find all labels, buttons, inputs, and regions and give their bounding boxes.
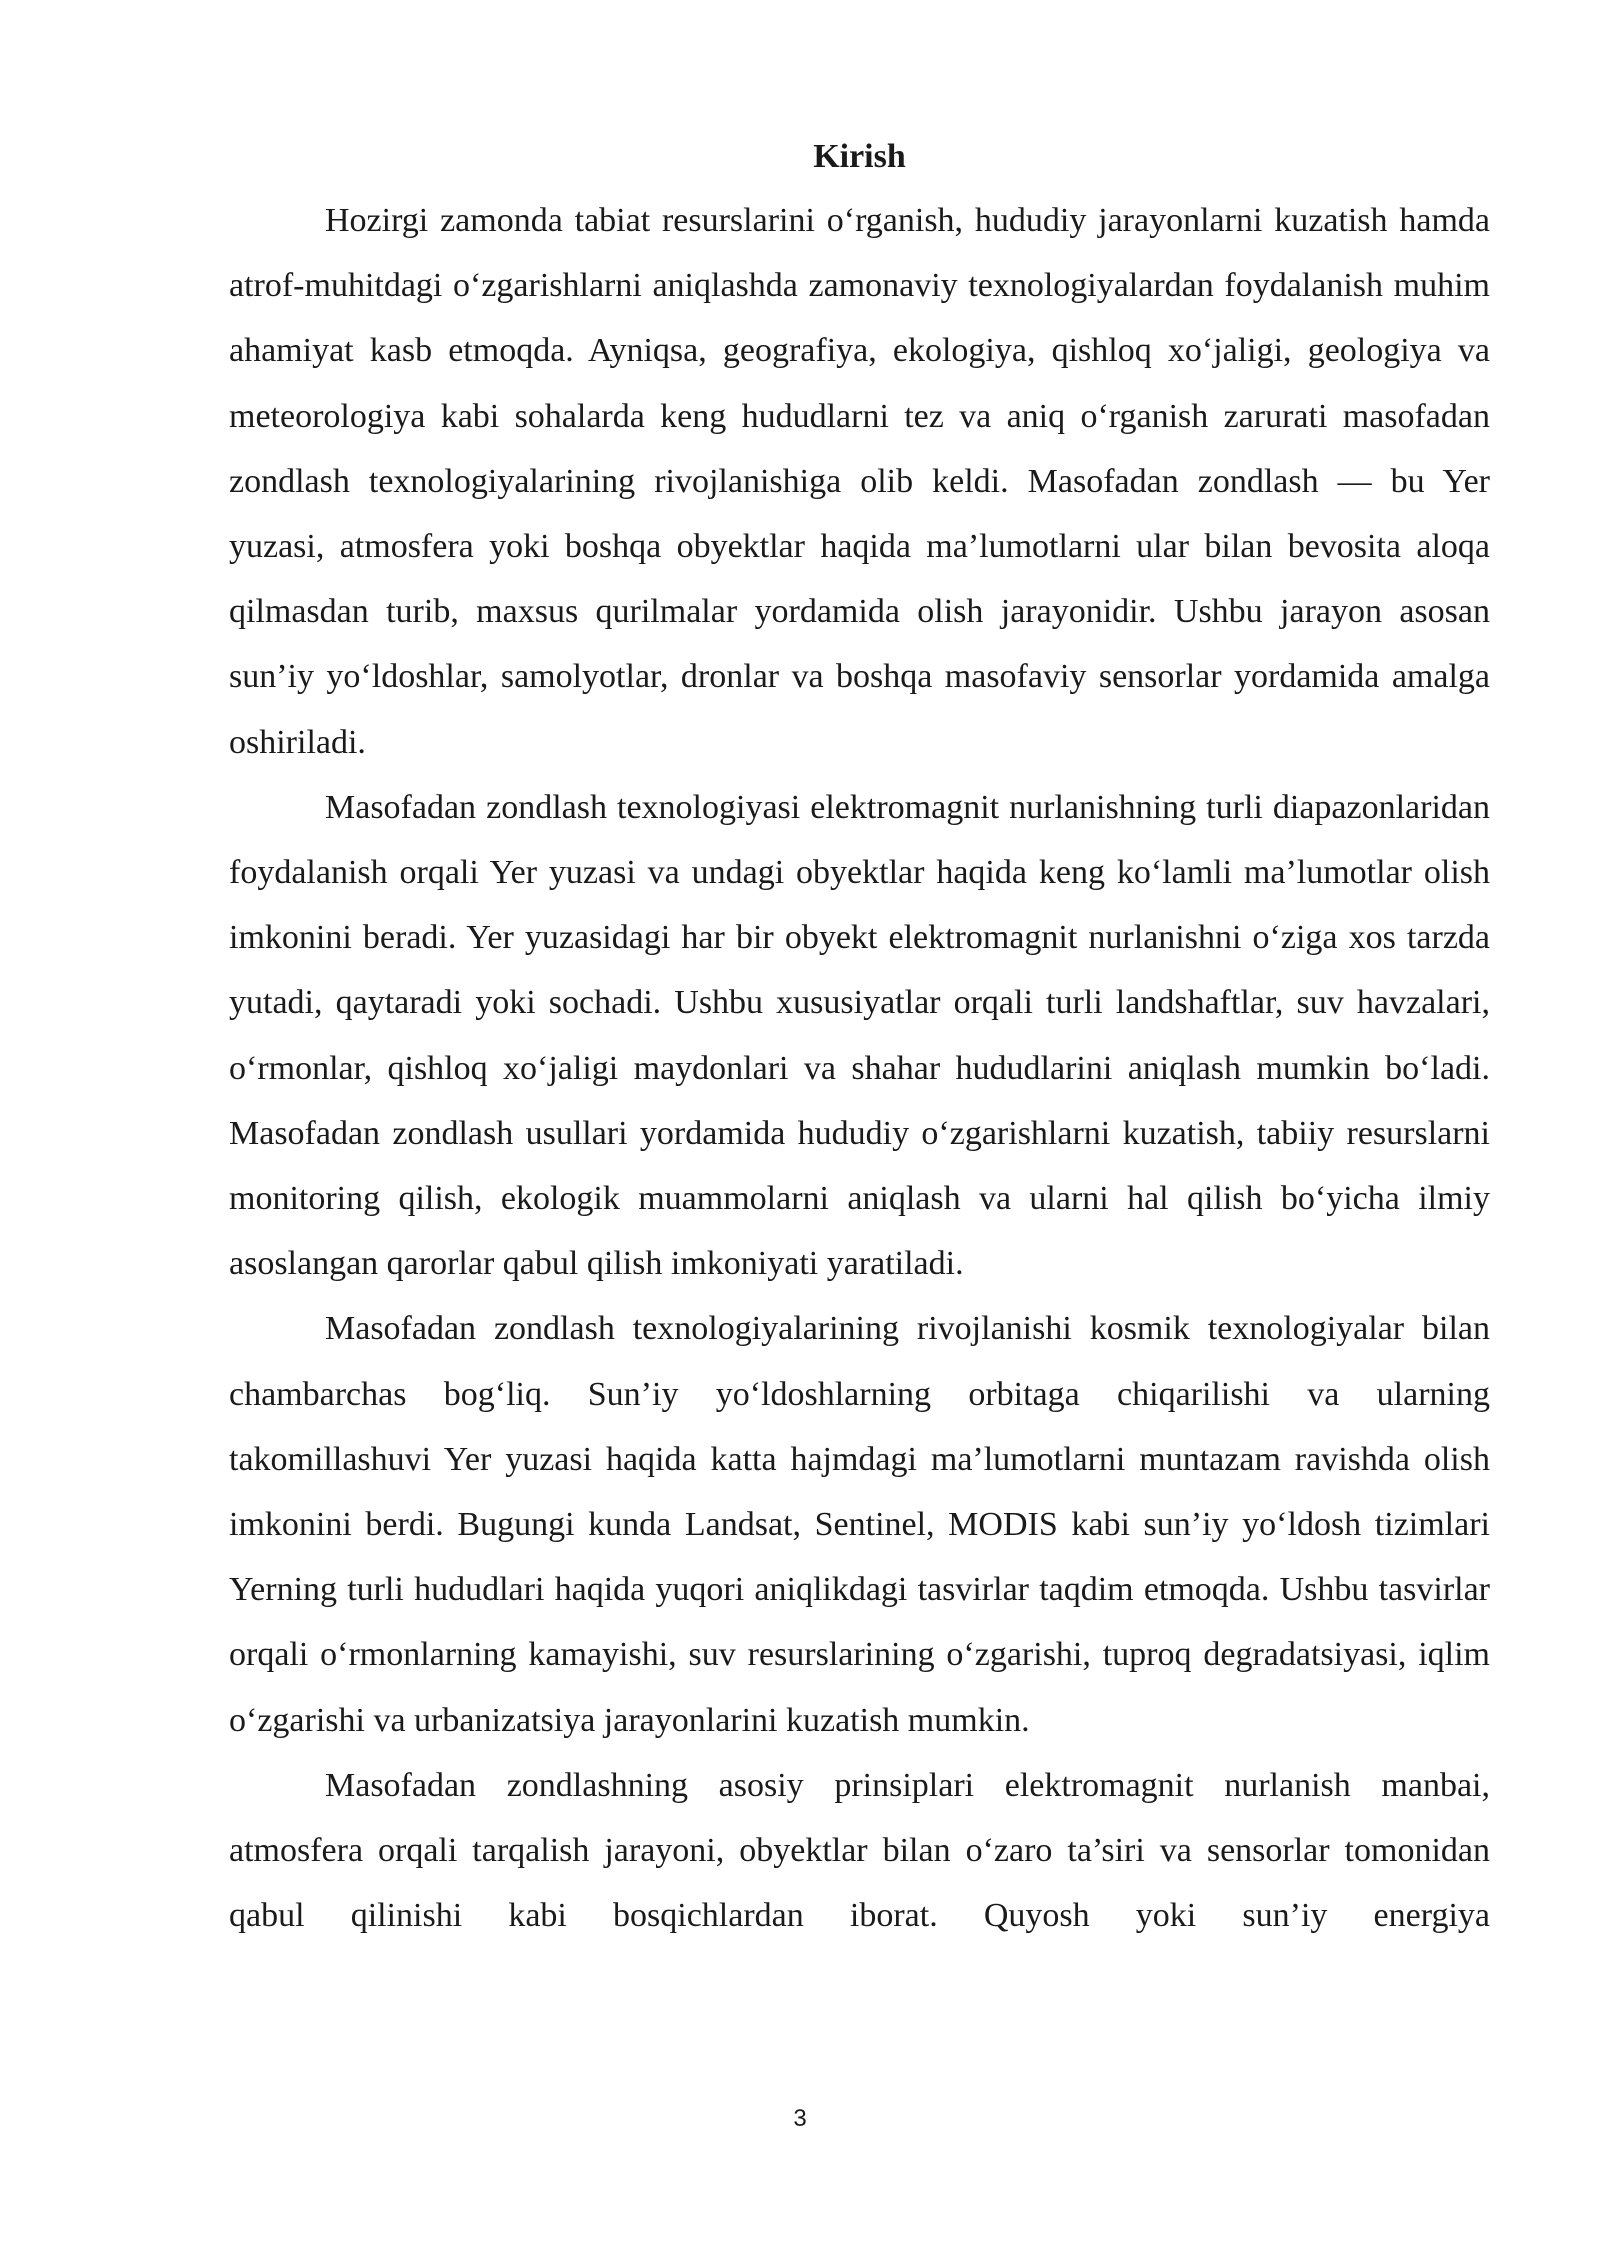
paragraph-3: Masofadan zondlash texnologiyalarining rivojlanishi kosmik texnologiyalar bilan chambarchas bog‘liq. Sun’iy yo‘ldoshlarning orbitaga chiqarilishi va ularning takomillashuvi Yer yuzasi haqida katta hajmdagi ma’lumotlarni muntazam ravishda olish imkonini berdi. Bugungi kunda Landsat, Sentinel, MODIS kabi sun’iy yo‘ldosh tizimlari Yerning turli hududlari haqida yuqori aniqlikdagi tasvirlar taqdim etmoqda. Ushbu tasvirlar orqali o‘rmonlarning kamayishi, suv resurslarining o‘zgarishi, tuproq degradatsiyasi, iqlim o‘zgarishi va urbanizatsiya jarayonlarini kuzatish mumkin.: [229, 1310, 1490, 1739]
paragraph-1: Hozirgi zamonda tabiat resurslarini o‘rganish, hududiy jarayonlarni kuzatish hamda atrof-muhitdagi o‘zgarishlarni aniqlashda zamonaviy texnologiyalardan foydalanish muhim ahamiyat kasb etmoqda. Ayniqsa, geografiya, ekologiya, qishloq xo‘jaligi, geologiya va meteorologiya kabi sohalarda keng hududlarni tez va aniq o‘rganish zarurati masofadan zondlash texnologiyalarining rivojlanishiga olib keldi. Masofadan zondlash — bu Yer yuzasi, atmosfera yoki boshqa obyektlar haqida ma’lumotlarni ular bilan bevosita aloqa qilmasdan turib, maxsus qurilmalar yordamida olish jarayonidir. Ushbu jarayon asosan sun’iy yo‘ldoshlar, samolyotlar, dronlar va boshqa masofaviy sensorlar yordamida amalga oshiriladi.: [229, 202, 1490, 761]
page-number: 3: [793, 2105, 807, 2132]
section-heading: Kirish: [813, 138, 906, 175]
page-content: [229, 126, 1490, 1948]
paragraph-2: Masofadan zondlash texnologiyasi elektromagnit nurlanishning turli diapazonlaridan foydalanish orqali Yer yuzasi va undagi obyektlar haqida keng ko‘lamli ma’lumotlar olish imkonini beradi. Yer yuzasidagi har bir obyekt elektromagnit nurlanishni o‘ziga xos tarzda yutadi, qaytaradi yoki sochadi. Ushbu xususiyatlar orqali turli landshaftlar, suv havzalari, o‘rmonlar, qishloq xo‘jaligi maydonlari va shahar hududlarini aniqlash mumkin bo‘ladi. Masofadan zondlash usullari yordamida hududiy o‘zgarishlarni kuzatish, tabiiy resurslarni monitoring qilish, ekologik muammolarni aniqlash va ularni hal qilish bo‘yicha ilmiy asoslangan qarorlar qabul qilish imkoniyati yaratiladi.: [229, 788, 1490, 1283]
paragraph-4: Masofadan zondlashning asosiy prinsiplari elektromagnit nurlanish manbai, atmosfera orqali tarqalish jarayoni, obyektlar bilan o‘zaro ta’siri va sensorlar tomonidan qabul qilinishi kabi bosqichlardan iborat. Quyosh yoki sun’iy energiya: [229, 1766, 1490, 1935]
